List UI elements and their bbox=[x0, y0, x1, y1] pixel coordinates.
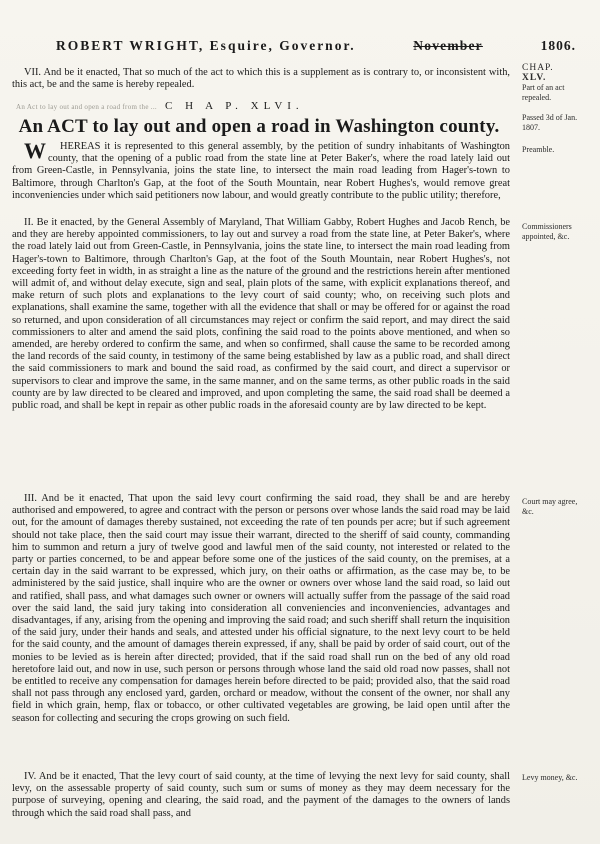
act-title: An ACT to lay out and open a road in Washington county. bbox=[18, 116, 500, 137]
section-iii-text: III. And be it enacted, That upon the said levy court confirming the said road, they shall be and are hereby authorised and empowered, to agree and contract with the person or persons over whose lands the said road may be laid out, for the amount of damages thereby sustained, not exceeding the rate of ten pounds per acre; but if such agreement should not take place, then the said court may issue their warrant, directed to the sheriff of said county, commanding him to summon and return a jury of twelve good and lawful men of the said county, not interested or related to the party or parties concerned, to be and appear before some one of the justices of the said county, on the premises, at a certain day in the said warrant to be expressed, which jury, on their oaths or affirmation, as the case may be, to be administered by the said justice, shall inquire who are the owner or owners over whose land the said road, so laid out and ratified, shall pass, and what damages such owner or owners will actually suffer from the passage of the said road over the said land, the said jury taking into consideration all conveniencies and inconveniencies, advantages and disadvantages, if any, arising from the opening and improving the said road; and such sheriff shall return the inquisition of the said jury, under their hands and seals, and attested under his official signature, to the next levy court to be held for the said county, and the amount of damages therein expressed, if any, shall be paid by order of said court, out of the monies to be levied as is herein after directed; provided, that if the said road shall run on the bed of any old road heretofore laid out, and now in use, such person or persons through whose land the said old road now passes, shall not be entitled to receive any compensation for damages herein before directed to be paid; provided also, that the said road shall not pass through any enclosed yard, garden, orchard or meadow, without the consent of the owner, nor shall any field in which grain, hemp, flax or tobacco, or other cultivated vegetables are growing, be laid open until after the season for collecting and securing the crops growing on such field. bbox=[12, 493, 510, 724]
margin-note-court: Court may agree, &c. bbox=[522, 497, 578, 516]
margin-note-preamble: Preamble. bbox=[522, 145, 555, 154]
section-iii bbox=[12, 493, 510, 725]
margin-note-levy: Levy money, &c. bbox=[522, 773, 578, 782]
preamble-text: WHEREAS it is represented to this general assembly, by the petition of sundry inhabitants of Washington county, that the opening of a public road from the state line at Peter Baker's, where the road lately laid out from Green-Castle, in Pennsylvania, joins the state line, to intersect the main road leading from Hager's-town to Baltimore, through Charlton's Gap, at the foot of the South Mountain, near Robert Hughes's, would remove great inconveniencies under which said petitioners now labour, and would greatly contribute to the public utility; therefore, bbox=[12, 138, 510, 201]
section-ii-text: II. Be it enacted, by the General Assembly of Maryland, That William Gabby, Robert Hughes and Jacob Rench, be and they are hereby appointed commissioners, to lay out and survey a road from the state line, at Peter Baker's, where the road lately laid out from Green-Castle, in Pennsylvania, joins the state line, to intersect the main road leading from Hager's-town to Baltimore, through Charlton's Gap, at the foot of the South Mountain, near Robert Hughes's, not exceeding forty feet in width, in as straight a line as the nature of the ground and the restrictions herein after mentioned will admit of, and without delay execute, sign and seal, plain plots of the same, with explicit explanations thereof, and make return of such plots and explanations to the levy court of said county; who, on receiving such plots and explanations, shall examine the same, together with all the evidence that shall or may be offered for or against the road so returned, and upon consideration of all circumstances may reject or confirm the said report, and may direct the said commissioners to alter and amend the said plots, confining the said road to the points above mentioned, and when so amended, are hereby ordered to confirm the same, and when so confirmed, shall cause the same to be recorded among the land records of the said county, in testimony of the same being established by law as a public road, and shall direct the said commissioners to mark and bound the said road, as confirmed by the said court, and direct a supervisor or supervisors to clear and improve the same, in the same manner, and on the same terms, as other public roads in the said county are by law directed to be cleared and improved, and upon completing the same, the said road shall be deemed a public road, and shall be kept in repair as other public roads in the aforesaid county are by law directed to be kept. bbox=[12, 217, 510, 412]
running-header bbox=[56, 38, 576, 54]
header-year: 1806. bbox=[540, 38, 576, 53]
margin-chap bbox=[522, 64, 588, 102]
margin-chap-label: CHAP. bbox=[522, 63, 554, 73]
chapter-heading: C H A P. XLVI. bbox=[165, 100, 304, 112]
section-vii bbox=[12, 67, 510, 91]
preamble bbox=[12, 138, 510, 202]
section-iv-text: IV. And be it enacted, That the levy court of said county, at the time of levying the next levy for said county, shall levy, on the assessable property of said county, such sum or sums of money as they may deem necessary for the purpose of surveying, opening and clearing, the said road, and the payment of the damages to the owners of lands through which the said road shall pass, and bbox=[12, 771, 510, 819]
section-ii bbox=[12, 217, 510, 412]
margin-note-commissioners: Commissioners appointed, &c. bbox=[522, 222, 572, 241]
margin-note-passed: Passed 3d of Jan. 1807. bbox=[522, 113, 578, 132]
section-vii-text: VII. And be it enacted, That so much of the act to which this is a supplement as is contrary to, or inconsistent with, this act, be and the same is hereby repealed. bbox=[12, 67, 510, 91]
bleed-through-line: An Act to lay out and open a road from the ... bbox=[16, 103, 157, 111]
margin-chap-number: XLV. bbox=[522, 72, 547, 83]
header-title: ROBERT WRIGHT, Esquire, Governor. bbox=[56, 38, 356, 53]
margin-note-repealed: Part of an act repealed. bbox=[522, 83, 565, 102]
section-iv bbox=[12, 771, 510, 820]
header-month: November bbox=[413, 38, 483, 53]
